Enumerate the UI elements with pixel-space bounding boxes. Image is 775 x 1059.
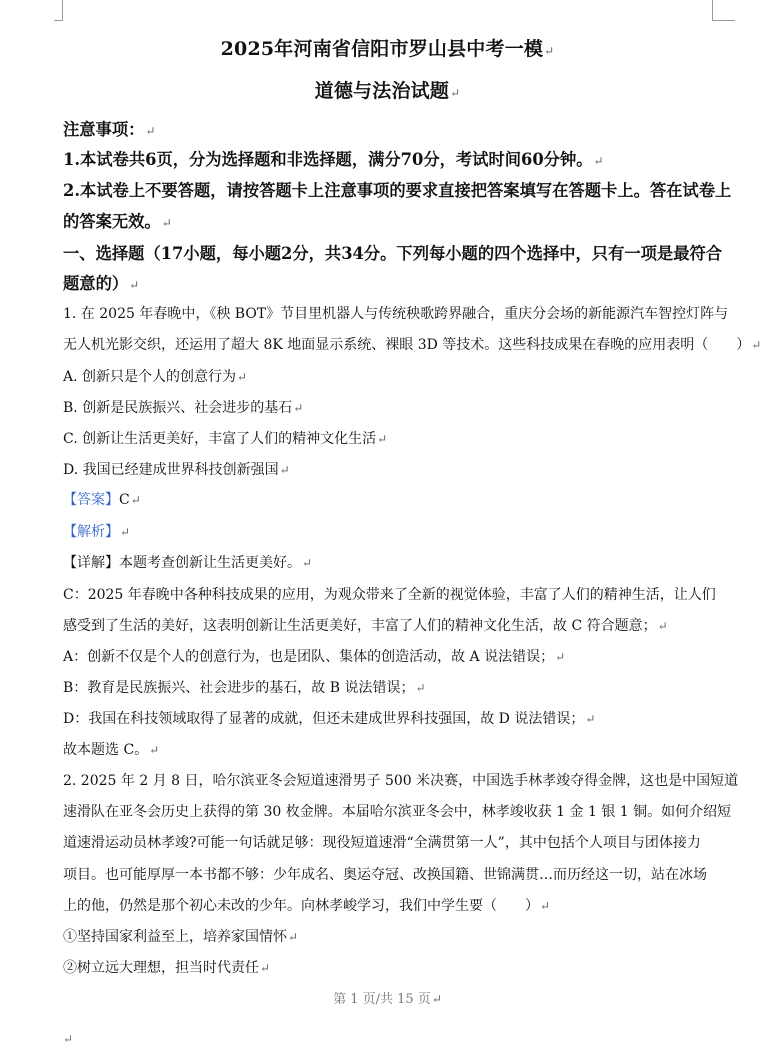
q1-explain-b: B：教育是民族振兴、社会进步的基石，故 B 说法错误；↵ [63, 680, 426, 696]
notes-item-2-line-2: 的答案无效。↵ [63, 212, 172, 231]
q2-stem-line-3: 道速滑运动员林孝竣?可能一句话就足够：现役短道速滑“全满贯第一人”，其中包括个人项目与团体接力 [63, 835, 701, 851]
exam-title [0, 34, 775, 61]
q1-option-c: C. 创新让生活更美好，丰富了人们的精神文化生活↵ [63, 431, 388, 447]
q2-stem-line-5: 上的他，仍然是那个初心未改的少年。向林孝峻学习，我们中学生要（ ）↵ [63, 898, 551, 914]
page-footer: 第 1 页/共 15 页↵ [333, 992, 442, 1007]
q1-option-b: B. 创新是民族振兴、社会进步的基石↵ [63, 400, 304, 416]
q1-conclusion: 故本题选 C。↵ [63, 742, 160, 758]
paragraph-mark: ↵ [544, 44, 555, 58]
section-heading-line-2: 题意的）↵ [63, 274, 140, 293]
q2-stem-line-4: 项目。也可能厚厚一本书都不够：少年成名、奥运夺冠、改换国籍、世锦满贯…而历经这一切，站在冰场 [63, 867, 707, 883]
q1-analysis: 【解析】↵ [63, 524, 131, 540]
exam-title-text: 2025年河南省信阳市罗山县中考一模 [220, 38, 544, 60]
q1-answer: 【答案】C↵ [63, 492, 141, 508]
q1-option-d: D. 我国已经建成世界科技创新强国↵ [63, 462, 290, 478]
crop-mark-top-right [712, 0, 735, 21]
q1-stem-line-1: 1. 在 2025 年春晚中，《秧 BOT》节目里机器人与传统秧歌跨界融合，重庆分会场的新能源汽车智控灯阵与 [63, 306, 729, 322]
q1-explain-c-line-2: 感受到了生活的美好，这表明创新让生活更美好，丰富了人们的精神文化生活，故 C 符合题意；↵ [63, 618, 668, 634]
paragraph-mark: ↵ [450, 86, 461, 100]
q1-explain-a: A：创新不仅是个人的创意行为，也是团队、集体的创造活动，故 A 说法错误；↵ [63, 649, 566, 665]
q2-stem-line-2: 速滑队在亚冬会历史上获得的第 30 枚金牌。本届哈尔滨亚冬会中，林孝竣收获 1 金 1 银 1 铜。如何介绍短 [63, 804, 732, 820]
q1-stem-line-2: 无人机光影交织，还运用了超大 8K 地面显示系统、裸眼 3D 等技术。这些科技成果在春晚的应用表明（ ）↵ [63, 337, 762, 353]
answer-label: 【答案】 [63, 492, 119, 508]
q1-explain-c-line-1: C：2025 年春晚中各种科技成果的应用，为观众带来了全新的视觉体验，丰富了人们的精神生活，让人们 [63, 587, 716, 603]
notes-item-1: 1.本试卷共6页，分为选择题和非选择题，满分70分，考试时间60分钟。↵ [63, 150, 604, 169]
section-heading-line-1: 一、选择题（17小题，每小题2分，共34分。下列每小题的四个选择中，只有一项是最符合 [63, 244, 723, 263]
answer-value: C [119, 492, 130, 508]
exam-subtitle [0, 76, 775, 103]
final-paragraph-mark: ↵ [63, 1032, 74, 1046]
q2-stem-line-1: 2. 2025 年 2 月 8 日，哈尔滨亚冬会短道速滑男子 500 米决赛，中国选手林孝竣夺得金牌，这也是中国短道 [63, 773, 739, 789]
q1-option-a: A. 创新只是个人的创意行为↵ [63, 369, 248, 385]
q1-detail: 【详解】本题考查创新让生活更美好。↵ [63, 555, 313, 571]
q2-choice-2: ②树立远大理想，担当时代责任↵ [63, 960, 271, 976]
page-number: 第 1 页/共 15 页 [333, 992, 431, 1007]
notes-heading: 注意事项：↵ [63, 120, 156, 139]
exam-subtitle-text: 道德与法治试题 [314, 80, 450, 102]
crop-mark-top-left [54, 0, 63, 21]
notes-item-2-line-1: 2.本试卷上不要答题，请按答题卡上注意事项的要求直接把答案填写在答题卡上。答在试卷上 [63, 181, 732, 200]
q1-explain-d: D：我国在科技领域取得了显著的成就，但还未建成世界科技强国，故 D 说法错误；↵ [63, 711, 596, 727]
q2-choice-1: ①坚持国家利益至上，培养家国情怀↵ [63, 929, 299, 945]
analysis-label: 【解析】 [63, 524, 119, 540]
